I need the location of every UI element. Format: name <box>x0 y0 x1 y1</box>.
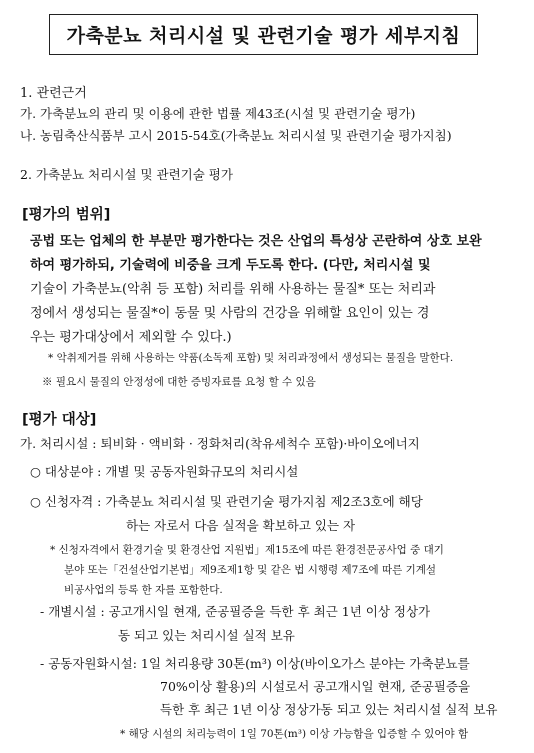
scope-line-3: 기술이 가축분뇨(악취 등 포함) 처리를 위해 사용하는 물질* 또는 처리과 <box>30 282 436 297</box>
shared-facility-3: 득한 후 최근 1년 이상 정상가동 되고 있는 처리시설 실적 보유 <box>160 702 498 717</box>
scope-line-5: 우는 평가대상에서 제외할 수 있다.) <box>30 330 232 345</box>
target-heading: [평가 대상] <box>22 412 97 428</box>
section1-item-ga: 가. 가축분뇨의 관리 및 이용에 관한 법률 제43조(시설 및 관련기술 평가) <box>20 106 416 121</box>
target-qualification-2: 하는 자로서 다음 실적을 확보하고 있는 자 <box>126 518 356 533</box>
target-item-ga: 가. 처리시설 : 퇴비화 · 액비화 · 정화처리(착유세척수 포함)·바이오에너지 <box>20 436 420 451</box>
document-title-box <box>49 14 478 55</box>
qual-note-1: * 신청자격에서 환경기술 및 환경산업 지원법」제15조에 따른 환경전문공사업 중 대기 <box>50 544 444 556</box>
qual-note-3: 비공사업의 등록 한 자를 포함한다. <box>64 584 223 596</box>
scope-note-1: * 악취제거를 위해 사용하는 약품(소독제 포함) 및 처리과정에서 생성되는 물질을 말한다. <box>48 352 454 364</box>
target-qualification-1: ○ 신청자격 : 가축분뇨 처리시설 및 관련기술 평가지침 제2조3호에 해당 <box>30 494 423 509</box>
section1-item-na: 나. 농림축산식품부 고시 2015-54호(가축분뇨 처리시설 및 관련기술 평가지침) <box>20 128 452 143</box>
shared-facility-1: - 공동자원화시설: 1일 처리용량 30톤(m³) 이상(바이오가스 분야는 가축분뇨를 <box>40 656 470 671</box>
section1-heading: 1. 관련근거 <box>20 86 87 101</box>
individual-facility-2: 동 되고 있는 처리시설 실적 보유 <box>118 628 295 643</box>
section2-heading: 2. 가축분뇨 처리시설 및 관련기술 평가 <box>20 167 233 182</box>
shared-facility-2: 70%이상 활용)의 시설로서 공고개시일 현재, 준공필증을 <box>160 679 471 694</box>
individual-facility-1: - 개별시설 : 공고개시일 현재, 준공필증을 득한 후 최근 1년 이상 정상가 <box>40 604 431 619</box>
scope-note-2: ※ 필요시 물질의 안정성에 대한 증빙자료를 요청 할 수 있음 <box>42 376 316 388</box>
scope-line-1: 공법 또는 업체의 한 부분만 평가한다는 것은 산업의 특성상 곤란하여 상호 보완 <box>30 234 482 249</box>
scope-line-2: 하여 평가하되, 기술력에 비중을 크게 두도록 한다. (다만, 처리시설 및 <box>30 258 431 273</box>
target-field: ○ 대상분야 : 개별 및 공동자원화규모의 처리시설 <box>30 464 299 479</box>
last-note: * 해당 시설의 처리능력이 1일 70톤(m³) 이상 가능함을 입증할 수 있어야 함 <box>120 728 469 740</box>
document-title: 가축분뇨 처리시설 및 관련기술 평가 세부지침 <box>66 25 461 47</box>
scope-line-4: 정에서 생성되는 물질*이 동물 및 사람의 건강을 위해할 요인이 있는 경 <box>30 306 430 321</box>
qual-note-2: 분야 또는「건설산업기본법」제9조제1항 및 같은 법 시행령 제7조에 따른 기계설 <box>64 564 437 576</box>
scope-heading: [평가의 범위] <box>22 207 111 223</box>
